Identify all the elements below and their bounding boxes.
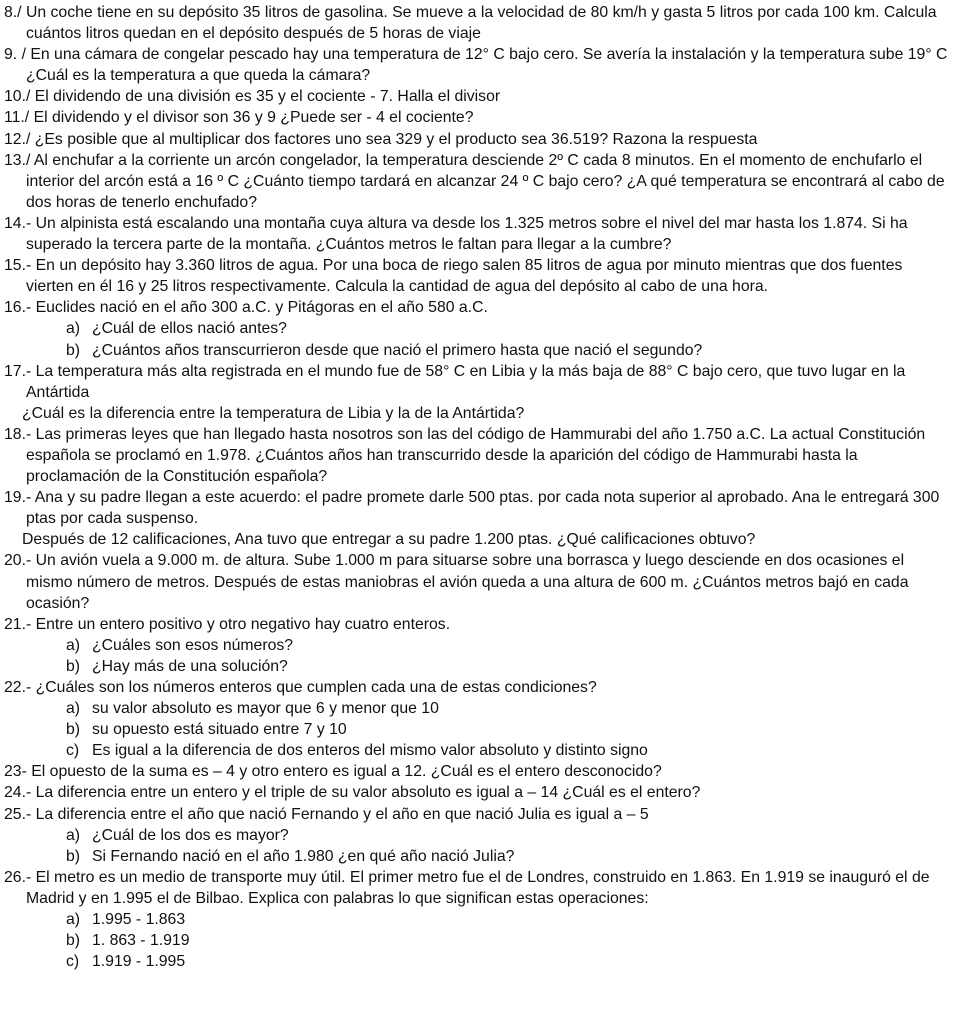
sub-question	[4, 340, 954, 361]
problem-block	[4, 550, 954, 613]
problem-statement: 12./ ¿Es posible que al multiplicar dos factores uno sea 329 y el producto sea 36.519? Razona la respuesta	[4, 130, 758, 148]
problem-statement: 17.- La temperatura más alta registrada en el mundo fue de 58° C en Libia y la más baja de 88° C bajo cero, que tuvo lugar en la Antártida	[4, 362, 906, 401]
sub-question-label: c)	[66, 742, 80, 760]
sub-question-text: Si Fernando nació en el año 1.980 ¿en qué año nació Julia?	[92, 847, 515, 865]
sub-question-text: ¿Cuál de ellos nació antes?	[92, 320, 287, 338]
sub-question	[4, 930, 954, 951]
problem-block	[4, 297, 954, 360]
sub-question-label: a)	[66, 636, 81, 654]
problem-statement: 15.- En un depósito hay 3.360 litros de agua. Por una boca de riego salen 85 litros de agua por minuto mientras que dos fuentes vierten en él 16 y 25 litros respectivamente. Calcula la cantidad de agua del depósito al cabo de una hora.	[4, 257, 903, 296]
problem-block	[4, 761, 954, 782]
problem-statement: 11./ El dividendo y el divisor son 36 y 9 ¿Puede ser - 4 el cociente?	[4, 109, 474, 127]
problem-block	[4, 150, 954, 213]
problem-statement: 14.- Un alpinista está escalando una montaña cuya altura va desde los 1.325 metros sobre el nivel del mar hasta los 1.874. Si ha superado la tercera parte de la montaña. ¿Cuántos metros le faltan para llegar a la cumbre?	[4, 214, 908, 254]
sub-question	[4, 698, 954, 719]
sub-question	[4, 656, 954, 677]
problem-block	[4, 107, 954, 128]
sub-question-text: su opuesto está situado entre 7 y 10	[92, 721, 347, 739]
sub-question	[4, 635, 954, 656]
problem-block	[4, 86, 954, 107]
sub-question-text: ¿Hay más de una solución?	[92, 657, 288, 675]
sub-question-label: c)	[66, 953, 80, 971]
sub-question-label: b)	[66, 847, 81, 865]
sub-question	[4, 318, 954, 339]
problem-statement: 24.- La diferencia entre un entero y el triple de su valor absoluto es igual a – 14 ¿Cuál es el entero?	[4, 784, 701, 802]
problem-block	[4, 129, 954, 150]
problem-question: Después de 12 calificaciones, Ana tuvo que entregar a su padre 1.200 ptas. ¿Qué calificaciones obtuvo?	[22, 531, 756, 549]
sub-question-text: su valor absoluto es mayor que 6 y menor que 10	[92, 700, 439, 718]
sub-question-label: b)	[66, 721, 81, 739]
problem-block	[4, 213, 954, 255]
sub-question-label: b)	[66, 657, 81, 675]
sub-question-label: a)	[66, 911, 81, 929]
sub-question-label: a)	[66, 700, 81, 718]
problem-statement: 22.- ¿Cuáles son los números enteros que cumplen cada una de estas condiciones?	[4, 679, 597, 696]
problem-block	[4, 2, 954, 44]
sub-question-label: b)	[66, 341, 81, 359]
sub-question	[4, 909, 954, 930]
problem-block	[4, 361, 954, 424]
problem-statement: 10./ El dividendo de una división es 35 y el cociente - 7. Halla el divisor	[4, 88, 501, 106]
problem-block	[4, 487, 954, 550]
problem-block	[4, 255, 954, 297]
sub-question-text: 1.919 - 1.995	[92, 953, 186, 971]
problem-statement: 13./ Al enchufar a la corriente un arcón congelador, la temperatura desciende 2º C cada 8 minutos. En el momento de enchufarlo el interior del arcón está a 16 º C ¿Cuánto tiempo tardará en alcanzar 24 º C bajo cero? ¿A qué temperatura se encontrará al cabo de dos horas de tenerlo enchufado?	[4, 151, 945, 211]
problem-statement: 8./ Un coche tiene en su depósito 35 litros de gasolina. Se mueve a la velocidad de 80 km/h y gasta 5 litros por cada 100 km. Calcula cuántos litros quedan en el depósito después de 5 horas de viaje	[4, 4, 937, 43]
problem-statement: 18.- Las primeras leyes que han llegado hasta nosotros son las del código de Hammurabi del año 1.750 a.C. La actual Constitución española se proclamó en 1.978. ¿Cuántos años han transcurrido desde la aparición del código de Hammurabi hasta la proclamación de la Constitución española?	[4, 425, 926, 486]
sub-question	[4, 740, 954, 761]
sub-question-text: ¿Cuáles son esos números?	[92, 636, 294, 654]
sub-question	[4, 846, 954, 867]
sub-question-text: ¿Cuál de los dos es mayor?	[92, 826, 289, 844]
sub-question	[4, 719, 954, 740]
problem-block	[4, 804, 954, 867]
sub-question-text: ¿Cuántos años transcurrieron desde que nació el primero hasta que nació el segundo?	[92, 341, 703, 359]
problem-question: ¿Cuál es la diferencia entre la temperatura de Libia y la de la Antártida?	[22, 404, 525, 422]
sub-question-label: b)	[66, 932, 81, 950]
sub-question-label: a)	[66, 826, 81, 844]
sub-question-text: 1.995 - 1.863	[92, 911, 186, 929]
problem-statement: 23- El opuesto de la suma es – 4 y otro entero es igual a 12. ¿Cuál es el entero desconocido?	[4, 763, 662, 781]
problem-statement: 25.- La diferencia entre el año que nació Fernando y el año en que nació Julia es igual a – 5	[4, 805, 649, 823]
sub-question	[4, 825, 954, 846]
problem-block	[4, 782, 954, 803]
problem-block	[4, 677, 954, 761]
problem-block	[4, 44, 954, 86]
problem-statement: 21.- Entre un entero positivo y otro negativo hay cuatro enteros.	[4, 615, 451, 633]
problem-statement: 26.- El metro es un medio de transporte muy útil. El primer metro fue el de Londres, construido en 1.863. En 1.919 se inauguró el de Madrid y en 1.995 el de Bilbao. Explica con palabras lo que significan estas operaciones:	[4, 868, 930, 907]
problem-block	[4, 614, 954, 677]
problem-statement: 9. / En una cámara de congelar pescado hay una temperatura de 12° C bajo cero. Se avería la instalación y la temperatura sube 19° C ¿Cuál es la temperatura a que queda la cámara?	[4, 46, 948, 85]
sub-question-text: Es igual a la diferencia de dos enteros del mismo valor absoluto y distinto signo	[92, 742, 648, 760]
problem-block	[4, 424, 954, 487]
problem-statement: 19.- Ana y su padre llegan a este acuerdo: el padre promete darle 500 ptas. por cada nota superior al aprobado. Ana le entregará 300 ptas por cada suspenso.	[4, 489, 940, 528]
problem-block	[4, 867, 954, 972]
sub-question-text: 1. 863 - 1.919	[92, 932, 190, 950]
sub-question	[4, 951, 954, 972]
sub-question-label: a)	[66, 320, 81, 338]
problem-statement: 16.- Euclides nació en el año 300 a.C. y Pitágoras en el año 580 a.C.	[4, 299, 488, 317]
problem-statement: 20.- Un avión vuela a 9.000 m. de altura. Sube 1.000 m para situarse sobre una borrasca y luego desciende en dos ocasiones el mismo número de metros. Después de estas maniobras el avión queda a una altura de 600 m. ¿Cuántos metros bajó en cada ocasión?	[4, 552, 909, 612]
